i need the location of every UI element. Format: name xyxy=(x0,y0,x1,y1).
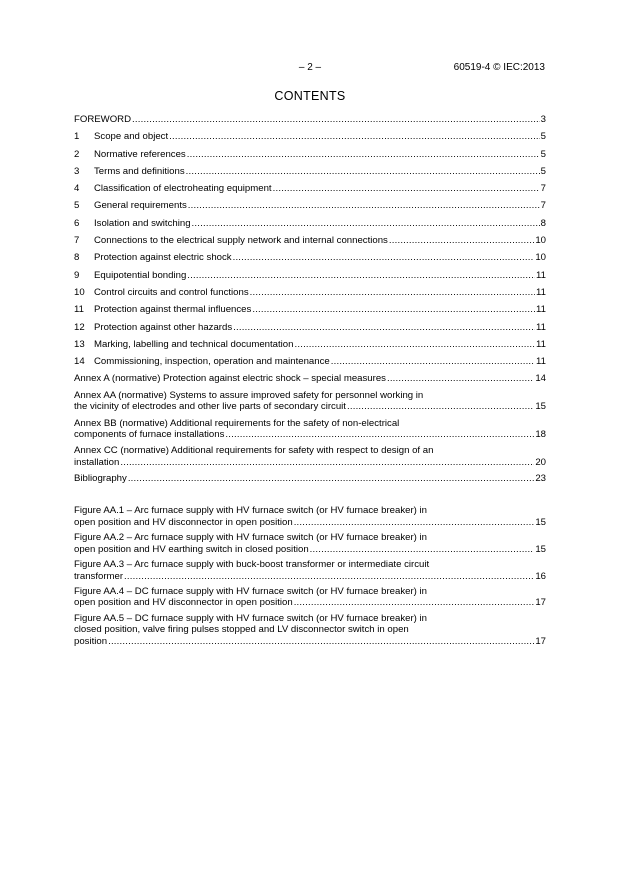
dot-leader xyxy=(294,339,535,350)
entry-number: 5 xyxy=(74,200,80,212)
dot-leader xyxy=(347,401,534,412)
toc-entry[interactable] xyxy=(74,287,546,298)
entry-number: 14 xyxy=(74,356,85,368)
entry-page: 7 xyxy=(540,200,546,212)
figure-entry[interactable] xyxy=(74,613,546,647)
entry-page: 11 xyxy=(536,356,546,368)
toc-entry[interactable] xyxy=(74,544,546,555)
dot-leader xyxy=(128,473,535,484)
entry-title-line: Annex AA (normative) Systems to assure improved safety for personnel working in xyxy=(74,389,424,401)
entry-page: 11 xyxy=(536,269,546,281)
entry-page: 17 xyxy=(535,635,546,647)
dot-leader xyxy=(187,149,540,160)
dot-leader xyxy=(192,218,540,229)
toc-entry[interactable] xyxy=(74,636,546,647)
dot-leader xyxy=(225,429,534,440)
entry-title-line: Figure AA.3 – Arc furnace supply with buck-boost transformer or intermediate circuit xyxy=(74,559,430,571)
entry-title-line: Figure AA.5 – DC furnace supply with HV furnace switch (or HV furnace breaker) in xyxy=(74,612,427,624)
toc-annex-entry[interactable] xyxy=(74,418,546,441)
entry-page: 11 xyxy=(536,304,546,316)
toc-entry[interactable] xyxy=(74,597,546,608)
dot-leader xyxy=(188,200,540,211)
figure-entry[interactable] xyxy=(74,559,546,582)
entry-title: Classification of electroheating equipment xyxy=(94,183,272,195)
entry-page: 5 xyxy=(540,148,546,160)
entry-title: Protection against other hazards xyxy=(94,321,233,333)
dot-leader xyxy=(294,597,535,608)
toc-entry[interactable] xyxy=(74,373,546,384)
entry-title: Scope and object xyxy=(94,131,169,143)
entry-page: 23 xyxy=(535,473,546,485)
entry-title: open position and HV earthing switch in closed position xyxy=(74,543,309,555)
toc-entry[interactable] xyxy=(74,571,546,582)
entry-page: 11 xyxy=(536,286,546,298)
entry-page: 15 xyxy=(535,543,546,555)
toc-entry[interactable] xyxy=(74,356,546,367)
entry-title: installation xyxy=(74,456,120,468)
entry-title: Isolation and switching xyxy=(94,217,191,229)
entry-page: 20 xyxy=(535,456,546,468)
contents-title: CONTENTS xyxy=(274,89,346,103)
toc-entry[interactable] xyxy=(74,322,546,333)
entry-number: 10 xyxy=(74,286,85,298)
toc-entry[interactable] xyxy=(74,131,546,142)
entry-title: the vicinity of electrodes and other live parts of secondary circuit xyxy=(74,401,346,413)
dot-leader xyxy=(294,517,535,528)
toc-entry[interactable] xyxy=(74,473,546,484)
entry-page: 5 xyxy=(540,131,546,143)
toc-entry[interactable] xyxy=(74,401,546,412)
toc-annex-entry[interactable] xyxy=(74,390,546,413)
entry-page: 14 xyxy=(535,373,546,385)
entry-title: Annex A (normative) Protection against electric shock – special measures xyxy=(74,373,386,385)
toc-entry[interactable] xyxy=(74,457,546,468)
dot-leader xyxy=(169,131,540,142)
dot-leader xyxy=(252,304,535,315)
figure-entry[interactable] xyxy=(74,586,546,609)
toc-annex-entry[interactable] xyxy=(74,373,546,384)
toc-entry[interactable] xyxy=(74,114,546,125)
entry-page: 17 xyxy=(535,597,546,609)
toc-entry[interactable] xyxy=(74,252,546,263)
entry-number: 1 xyxy=(74,131,80,143)
entry-title: open position and HV disconnector in open position xyxy=(74,516,293,528)
entry-title: components of furnace installations xyxy=(74,429,225,441)
entry-number: 12 xyxy=(74,321,85,333)
toc-entry[interactable] xyxy=(74,235,546,246)
entry-title-line: Annex CC (normative) Additional requirements for safety with respect to design of an xyxy=(74,445,434,457)
dot-leader xyxy=(187,270,535,281)
dot-leader xyxy=(310,544,535,555)
entry-title: transformer xyxy=(74,570,124,582)
entry-page: 3 xyxy=(540,114,546,125)
figure-entry[interactable] xyxy=(74,505,546,528)
entry-page: 15 xyxy=(535,516,546,528)
entry-page: 10 xyxy=(535,235,546,247)
entry-number: 4 xyxy=(74,183,80,195)
entry-title: General requirements xyxy=(94,200,187,212)
toc-entry[interactable] xyxy=(74,183,546,194)
entry-number: 8 xyxy=(74,252,80,264)
entry-number: 11 xyxy=(74,304,84,316)
dot-leader xyxy=(233,252,535,263)
entry-title: FOREWORD xyxy=(74,114,132,125)
page-number: – 2 – xyxy=(298,62,322,73)
entry-title: open position and HV disconnector in open position xyxy=(74,597,293,609)
entry-page: 5 xyxy=(540,165,546,177)
entry-number: 2 xyxy=(74,148,80,160)
dot-leader xyxy=(389,235,534,246)
entry-number: 7 xyxy=(74,235,80,247)
table-of-contents xyxy=(74,114,546,651)
entry-title: Bibliography xyxy=(74,473,127,485)
dot-leader xyxy=(250,287,535,298)
entry-page: 16 xyxy=(535,570,546,582)
section-gap xyxy=(74,489,546,505)
entry-page: 11 xyxy=(536,321,546,333)
toc-entry[interactable] xyxy=(74,218,546,229)
entry-title: Control circuits and control functions xyxy=(94,286,249,298)
dot-leader xyxy=(120,457,534,468)
dot-leader xyxy=(331,356,535,367)
document-id: 60519-4 © IEC:2013 xyxy=(453,62,545,73)
entry-title-line: Figure AA.4 – DC furnace supply with HV furnace switch (or HV furnace breaker) in xyxy=(74,585,427,597)
entry-page: 11 xyxy=(536,338,546,350)
dot-leader xyxy=(186,166,540,177)
toc-entry[interactable] xyxy=(74,517,546,528)
entry-title-line: Annex BB (normative) Additional requirements for the safety of non-electrical xyxy=(74,417,400,429)
entry-title: Normative references xyxy=(94,148,186,160)
figure-entry[interactable] xyxy=(74,532,546,555)
entry-title: Terms and definitions xyxy=(94,165,185,177)
dot-leader xyxy=(273,183,540,194)
entry-page: 7 xyxy=(540,183,546,195)
entry-page: 8 xyxy=(540,217,546,229)
entry-page: 10 xyxy=(535,252,546,264)
entry-title: Marking, labelling and technical documentation xyxy=(94,338,294,350)
entry-number: 13 xyxy=(74,338,85,350)
toc-entry[interactable] xyxy=(74,339,546,350)
entry-number: 6 xyxy=(74,217,80,229)
entry-page: 15 xyxy=(535,401,546,413)
toc-entry[interactable] xyxy=(74,304,546,315)
entry-number: 3 xyxy=(74,165,80,177)
entry-title-line: Figure AA.1 – Arc furnace supply with HV furnace switch (or HV furnace breaker) in xyxy=(74,505,427,517)
entry-title: Equipotential bonding xyxy=(94,269,187,281)
entry-title: Connections to the electrical supply network and internal connections xyxy=(94,235,388,247)
toc-entry[interactable] xyxy=(74,200,546,211)
entry-title: Commissioning, inspection, operation and maintenance xyxy=(94,356,330,368)
dot-leader xyxy=(124,571,534,582)
toc-entry[interactable] xyxy=(74,270,546,281)
toc-entry[interactable] xyxy=(74,149,546,160)
entry-title: position xyxy=(74,635,108,647)
toc-entry[interactable] xyxy=(74,429,546,440)
toc-annex-entry[interactable] xyxy=(74,445,546,468)
dot-leader xyxy=(233,322,535,333)
entry-title: Protection against thermal influences xyxy=(94,304,252,316)
entry-page: 18 xyxy=(535,429,546,441)
dot-leader xyxy=(132,114,540,125)
entry-title-line: closed position, valve firing pulses stopped and LV disconnector switch in open xyxy=(74,624,409,636)
toc-annex-entry[interactable] xyxy=(74,473,546,484)
dot-leader xyxy=(387,373,534,384)
entry-title-line: Figure AA.2 – Arc furnace supply with HV furnace switch (or HV furnace breaker) in xyxy=(74,532,427,544)
dot-leader xyxy=(108,636,534,647)
entry-number: 9 xyxy=(74,269,80,281)
entry-title: Protection against electric shock xyxy=(94,252,232,264)
toc-entry[interactable] xyxy=(74,166,546,177)
